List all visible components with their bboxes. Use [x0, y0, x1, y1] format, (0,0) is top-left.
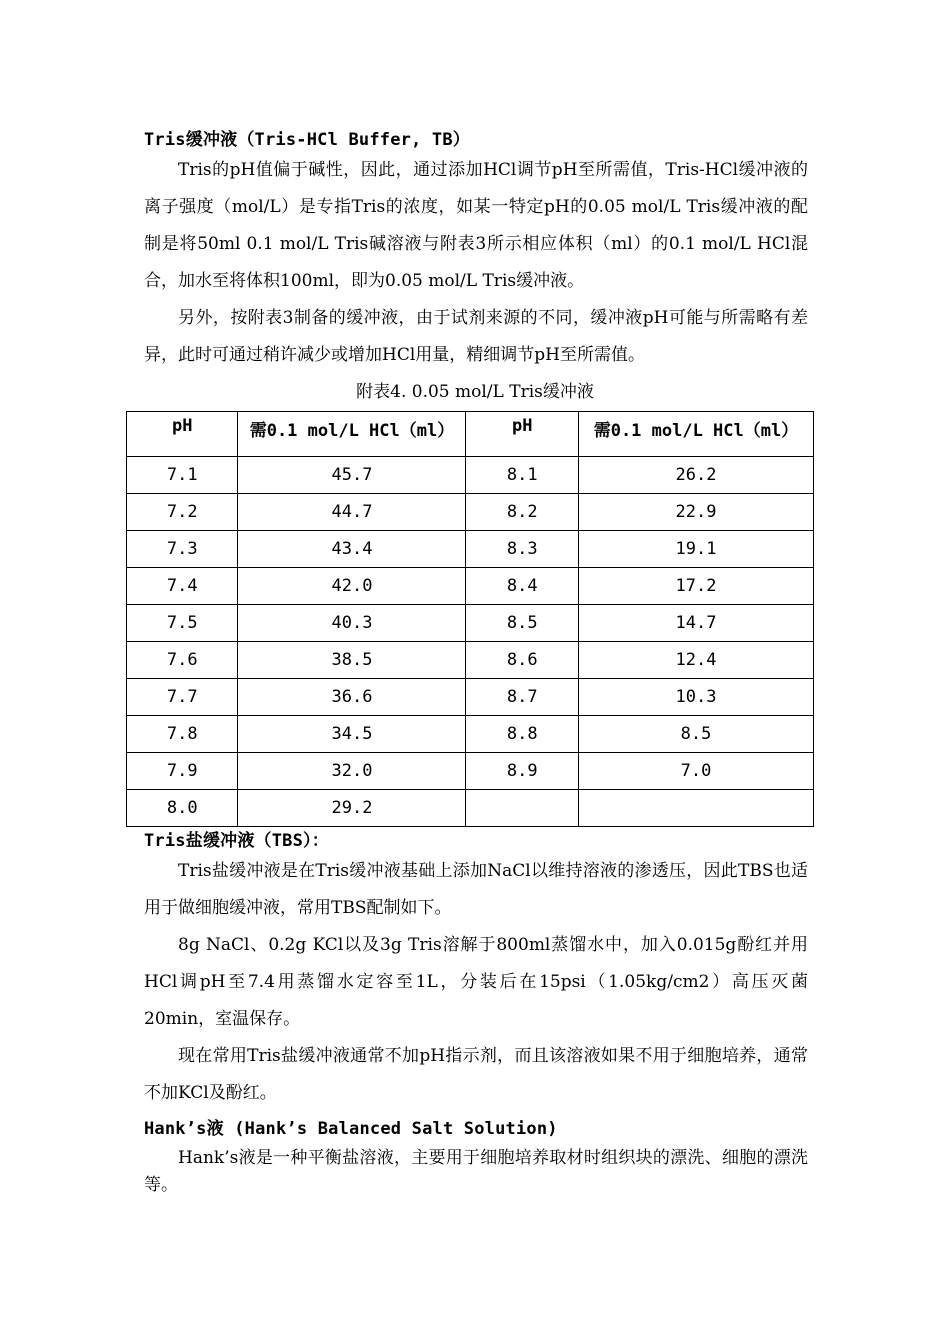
- hanks-paragraph-1: Hank’s液是一种平衡盐溶液，主要用于细胞培养取材时组织块的漂洗、细胞的漂洗等。: [144, 1148, 808, 1195]
- table-cell: [466, 790, 578, 827]
- table-cell: 7.3: [127, 531, 238, 568]
- table-cell: 17.2: [578, 568, 813, 605]
- hanks-heading: Hank’s液 (Hank’s Balanced Salt Solution): [144, 1119, 558, 1139]
- tbs-paragraph-1: Tris盐缓冲液是在Tris缓冲液基础上添加NaCl以维持溶液的渗透压，因此TBS也适用于做细胞缓冲液，常用TBS配制如下。: [144, 861, 808, 918]
- table-row: [127, 753, 814, 790]
- table-cell: 7.5: [127, 605, 238, 642]
- table-cell: 44.7: [238, 494, 466, 531]
- table-cell: 12.4: [578, 642, 813, 679]
- header-ph-2: pH: [466, 412, 578, 457]
- table-cell: 38.5: [238, 642, 466, 679]
- table-cell: 14.7: [578, 605, 813, 642]
- table-cell: 34.5: [238, 716, 466, 753]
- table-cell: 7.8: [127, 716, 238, 753]
- table-cell: 29.2: [238, 790, 466, 827]
- table-cell: 10.3: [578, 679, 813, 716]
- table-cell: 22.9: [578, 494, 813, 531]
- table-cell: 19.1: [578, 531, 813, 568]
- table-cell: 8.8: [466, 716, 578, 753]
- table-cell: 8.2: [466, 494, 578, 531]
- tris-buffer-paragraph-2: 另外，按附表3制备的缓冲液，由于试剂来源的不同，缓冲液pH可能与所需略有差异，此时可通过稍许减少或增加HCl用量，精细调节pH至所需值。: [144, 308, 808, 365]
- table-caption: 附表4. 0.05 mol/L Tris缓冲液: [356, 382, 594, 402]
- tris-buffer-heading: Tris缓冲液（Tris-HCl Buffer, TB）: [144, 130, 471, 150]
- table-cell: 45.7: [238, 457, 466, 494]
- table-cell: 7.6: [127, 642, 238, 679]
- tris-buffer-paragraph-1: Tris的pH值偏于碱性，因此，通过添加HCl调节pH至所需值，Tris-HCl缓冲液的离子强度（mol/L）是专指Tris的浓度，如某一特定pH的0.05 mol/L Tris缓冲液的配制是将50ml 0.1 mol/L Tris碱溶液与附表3所示相应体积（ml）的0.1 mol/L HCl混合，加水至将体积100ml，即为0.05 mol/L Tris缓冲液。: [144, 160, 808, 291]
- tbs-paragraph-3: 现在常用Tris盐缓冲液通常不加pH指示剂，而且该溶液如果不用于细胞培养，通常不加KCl及酚红。: [144, 1046, 808, 1103]
- table-row: [127, 790, 814, 827]
- header-hcl-1: 需0.1 mol/L HCl（ml）: [238, 412, 466, 457]
- tris-buffer-table: [126, 411, 814, 827]
- table-cell: 8.6: [466, 642, 578, 679]
- table-cell: 7.4: [127, 568, 238, 605]
- header-ph-1: pH: [127, 412, 238, 457]
- table-cell: 8.0: [127, 790, 238, 827]
- table-row: [127, 457, 814, 494]
- table-cell: 7.9: [127, 753, 238, 790]
- table-cell: 8.1: [466, 457, 578, 494]
- table-cell: [578, 790, 813, 827]
- table-row: [127, 642, 814, 679]
- table-cell: 40.3: [238, 605, 466, 642]
- table-cell: 8.5: [578, 716, 813, 753]
- table-row: [127, 605, 814, 642]
- table-cell: 7.7: [127, 679, 238, 716]
- table-header-row: [127, 412, 814, 457]
- table-row: [127, 716, 814, 753]
- table-row: [127, 531, 814, 568]
- table-cell: 8.3: [466, 531, 578, 568]
- table-row: [127, 494, 814, 531]
- table-cell: 26.2: [578, 457, 813, 494]
- table-cell: 8.5: [466, 605, 578, 642]
- table-cell: 42.0: [238, 568, 466, 605]
- header-hcl-2: 需0.1 mol/L HCl（ml）: [578, 412, 813, 457]
- table-cell: 36.6: [238, 679, 466, 716]
- tbs-heading: Tris盐缓冲液（TBS）：: [144, 831, 329, 851]
- table-cell: 8.9: [466, 753, 578, 790]
- tbs-paragraph-2: 8g NaCl、0.2g KCl以及3g Tris溶解于800ml蒸馏水中，加入0.015g酚红并用HCl调pH至7.4用蒸馏水定容至1L，分装后在15psi（1.05kg/cm2）高压灭菌20min，室温保存。: [144, 935, 808, 1029]
- table-row: [127, 679, 814, 716]
- table-cell: 8.7: [466, 679, 578, 716]
- table-cell: 43.4: [238, 531, 466, 568]
- table-cell: 7.0: [578, 753, 813, 790]
- table-cell: 7.2: [127, 494, 238, 531]
- table-row: [127, 568, 814, 605]
- table-cell: 7.1: [127, 457, 238, 494]
- table-cell: 8.4: [466, 568, 578, 605]
- table-cell: 32.0: [238, 753, 466, 790]
